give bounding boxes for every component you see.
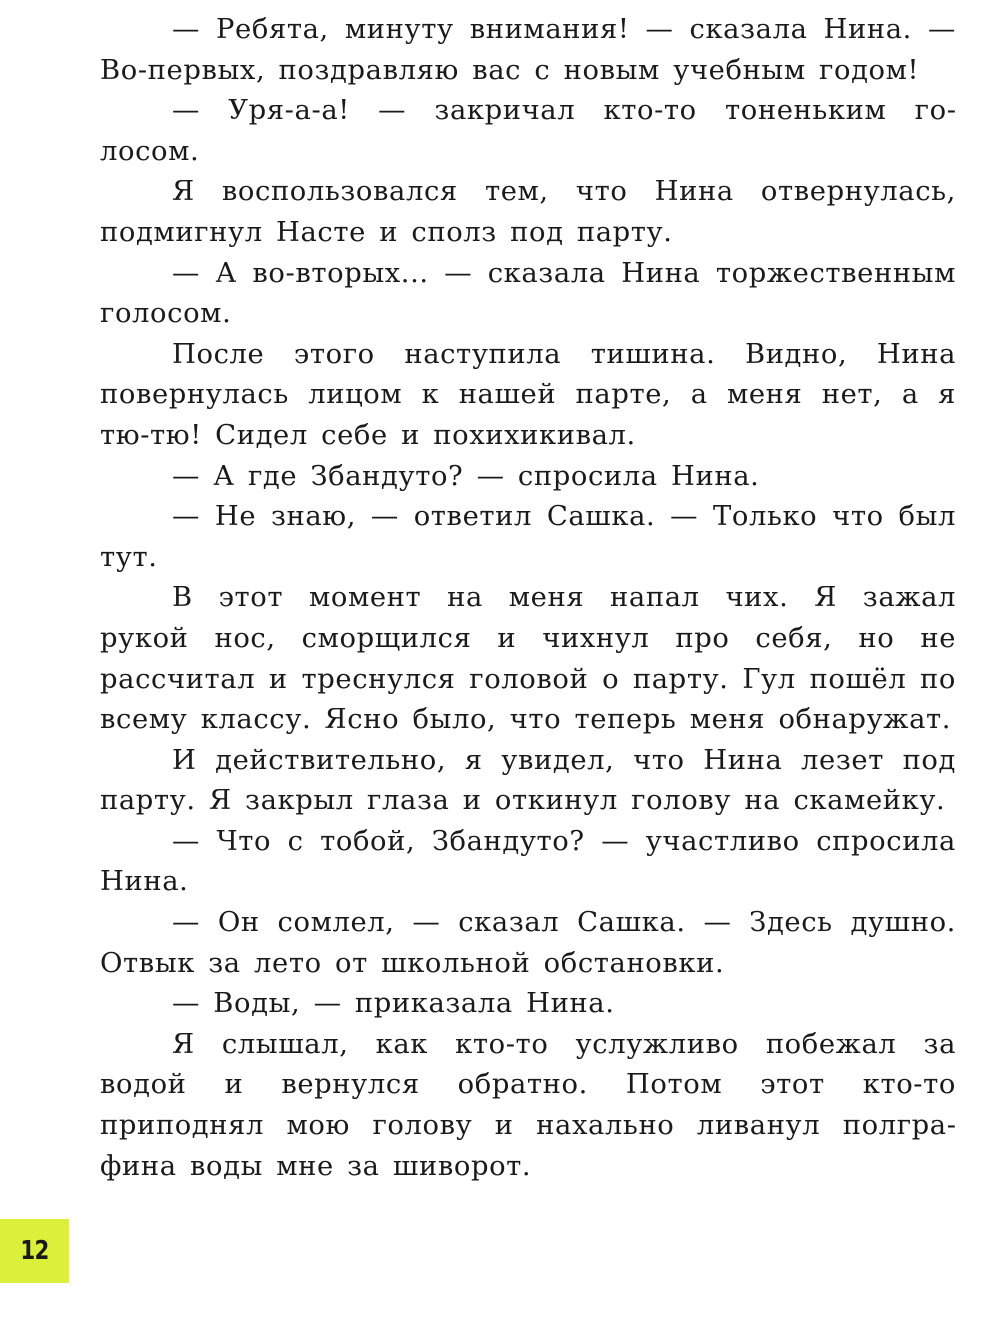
page-number: 12 (20, 1236, 49, 1266)
paragraph: Я слышал, как кто-то услужливо побежал за водой и вернулся обратно. Потом этот кто-то приподнял мою голову и нахально ливанул полграфина воды мне за шиворот. (100, 1028, 956, 1182)
paragraph: После этого наступила тишина. Видно, Нина повернулась лицом к нашей парте, а меня нет, а я тю-тю! Сидел себе и похихикивал. (100, 338, 956, 451)
paragraph: — Уря-а-а! — закричал кто-то тоненьким голосом. (100, 95, 956, 167)
paragraph: — А где Збандуто? — спросила Нина. (172, 460, 760, 492)
paragraph: — Не знаю, — ответил Сашка. — Только что был тут. (100, 501, 956, 573)
paragraph: — Он сомлел, — сказал Сашка. — Здесь душно. Отвык за лето от школьной обстановки. (100, 907, 956, 979)
page-number-badge (0, 1219, 69, 1283)
paragraph: В этот момент на меня напал чих. Я зажал рукой нос, сморщился и чихнул про себя, но не рассчитал и треснулся головой о парту. Гул пошёл по всему классу. Ясно было, что теперь меня обнаружат. (100, 582, 956, 736)
paragraph: — А во-вторых... — сказала Нина торжественным голосом. (100, 257, 956, 330)
story-text (100, 10, 956, 1187)
paragraph: И действительно, я увидел, что Нина лезет под парту. Я закрыл глаза и откинул голову на скамейку. (100, 744, 956, 817)
paragraph: — Что с тобой, Збандуто? — участливо спросила Нина. (100, 825, 956, 898)
paragraph: — Воды, — приказала Нина. (172, 988, 615, 1020)
paragraph: Я воспользовался тем, что Нина отвернулась, подмигнул Насте и сполз под парту. (100, 176, 956, 248)
paragraph: — Ребята, минуту внимания! — сказала Нина. — Во-первых, поздравляю вас с новым учебным годом! (100, 14, 956, 86)
